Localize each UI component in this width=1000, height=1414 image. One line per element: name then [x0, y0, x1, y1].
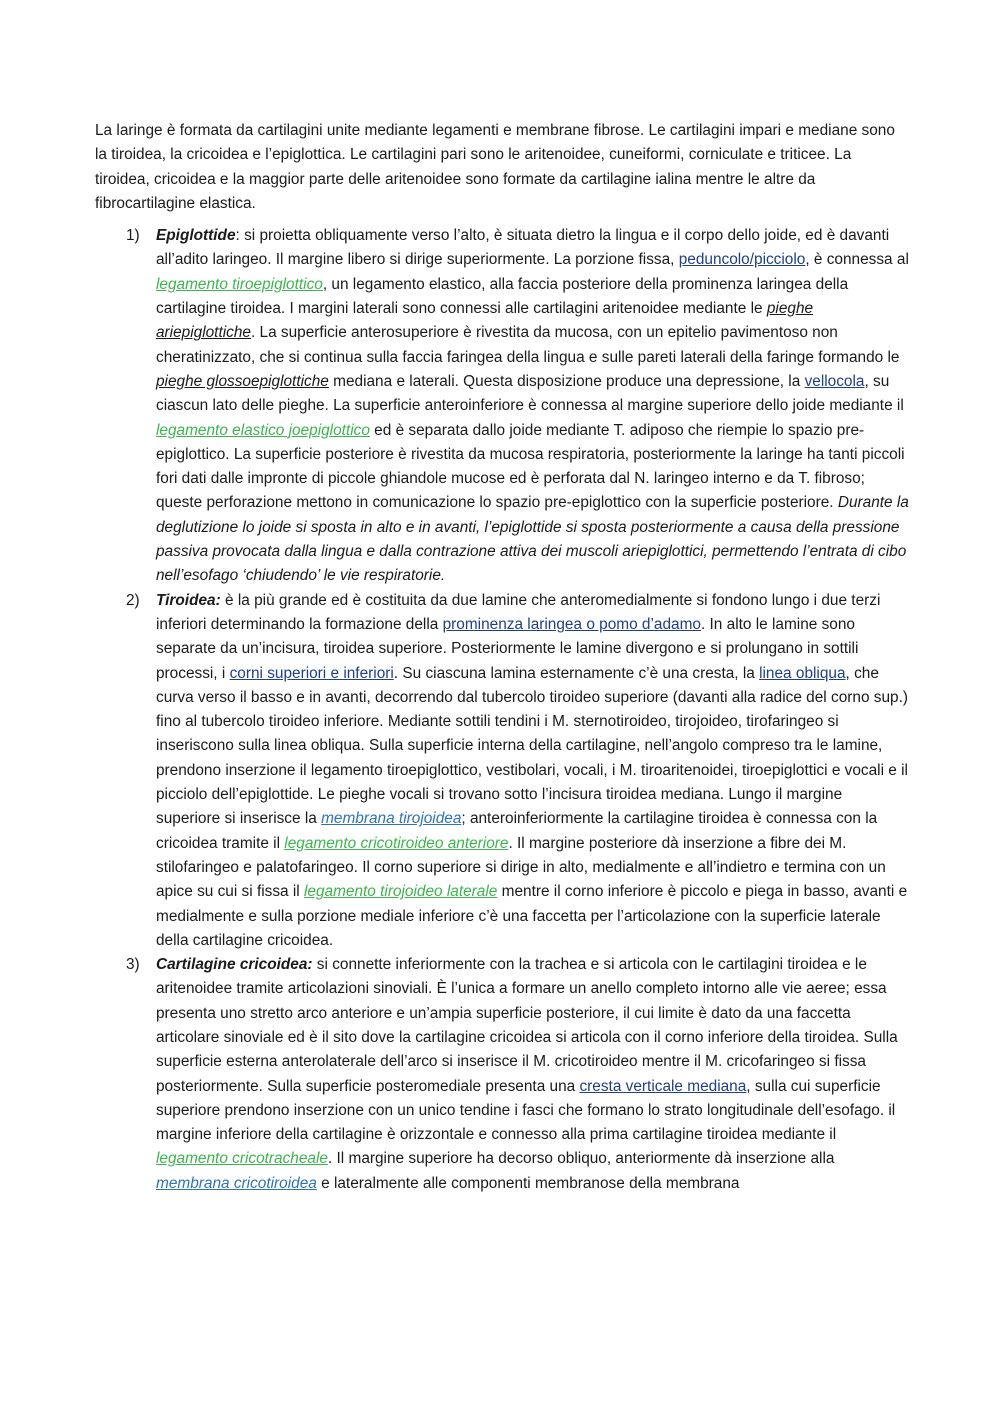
text-run: , sulla cui superficie superiore prendono inserzione con un unico tendine i fasci che formano lo strato longitudinale dell’esofago. il margine inferiore della cartilagine è orizzontale e connesso alla prima cartilagine tiroidea mediante il [156, 1077, 896, 1144]
glossary-link[interactable]: linea obliqua [759, 664, 846, 682]
text-run: e lateralmente alle componenti membranose della membrana [316, 1174, 740, 1192]
numbered-list [95, 224, 910, 1196]
intro-paragraph: La laringe è formata da cartilagini unite mediante legamenti e membrane fibrose. Le cartilagini impari e mediane sono la tiroidea, la cricoidea e l’epiglottica. Le cartilagini pari sono le aritenoidee, cuneiformi, corniculate e triticee. La tiroidea, cricoidea e la maggior parte delle aritenoidee sono formate da cartilagine ialina mentre le altre da fibrocartilagine elastica. [95, 122, 895, 212]
italic-text-run: Durante la deglutizione lo joide si sposta in alto e in avanti, l’epiglottide si sposta posteriormente a causa della pressione passiva provocata dalla lingua e dalla contrazione attiva dei muscoli ariepiglottici, permettendo l’entrata di cibo nell’esofago ‘chiudendo’ le vie respiratorie. [156, 494, 909, 585]
text-run: , un legamento elastico, alla faccia posteriore della prominenza laringea della cartilagine tiroidea. I margini laterali sono connessi alle cartilagini aritenoidee mediante le [156, 275, 849, 318]
text-run: ed è separata dallo joide mediante T. adiposo che riempie lo spazio pre-epiglottico. La superficie posteriore è rivestita da mucosa respiratoria, posteriormente la laringe ha tanti piccoli fori dati dalle impronte di piccole ghiandole mucose ed è perforata dal N. laringeo interno e da T. fibroso; queste perforazione mettono in comunicazione lo spazio pre-epiglottico con la superficie posteriore. [156, 421, 905, 512]
list-item [95, 953, 910, 1196]
glossary-link[interactable]: peduncolo/picciolo [678, 251, 806, 269]
text-run: . Il margine superiore ha decorso obliquo, anteriormente dà inserzione alla [327, 1150, 835, 1168]
text-run: è la più grande ed è costituita da due lamine che anteromedialmente si fondono lungo i due terzi inferiori determinando la formazione della [156, 591, 881, 633]
glossary-link[interactable]: membrana cricotiroidea [156, 1174, 317, 1192]
list-item-term: Cartilagine cricoidea: [156, 956, 313, 974]
list-item-number: 3) [126, 956, 140, 974]
text-run: , che curva verso il basso e in avanti, decorrendo dal tubercolo tiroideo superiore (davanti alla radice del corno sup.) fino al tubercolo tiroideo inferiore. Mediante sottili tendini i M. sternotiroideo, tirojoideo, tirofaringeo si inseriscono sulla linea obliqua. Sulla superficie interna della cartilagine, nell’angolo compreso tra le lamine, prendono inserzione il legamento tiroepiglottico, vestibolari, vocali, i M. tiroaritenoidei, tiroepiglottici e vocali e il picciolo dell’epiglottide. Le pieghe vocali si trovano sotto l’incisura tiroidea mediana. Lungo il margine superiore si inserisce la [156, 664, 908, 828]
glossary-link[interactable]: cresta verticale mediana [579, 1077, 747, 1095]
glossary-link[interactable]: legamento tirojoideo laterale [303, 883, 498, 901]
list-item [95, 589, 910, 953]
glossary-link[interactable]: corni superiori e inferiori [229, 664, 394, 682]
list-item [95, 224, 910, 588]
text-run: mentre il corno inferiore è piccolo e piega in basso, avanti e medialmente e sulla porzione mediale inferiore c’è una faccetta per l’articolazione con la superficie laterale della cartilagine cricoidea. [156, 883, 908, 949]
text-run: . Su ciascuna lamina esternamente c’è una cresta, la [393, 664, 760, 682]
list-item-term: Epiglottide [156, 227, 236, 245]
glossary-link[interactable]: prominenza laringea o pomo d’adamo [442, 615, 701, 633]
glossary-link[interactable]: legamento elastico joepiglottico [156, 421, 370, 439]
glossary-link[interactable]: legamento tiroepiglottico [156, 275, 323, 293]
text-run: . La superficie anterosuperiore è rivestita da mucosa, con un epitelio pavimentoso non cheratinizzato, che si continua sulla faccia faringea della lingua e sulle pareti laterali della faringe formando le [156, 324, 900, 366]
text-run: si connette inferiormente con la trachea e si articola con le cartilagini tiroidea e le aritenoidee tramite articolazioni sinoviali. È l’unica a formare un anello completo intorno alle vie aeree; essa presenta uno stretto arco anteriore e un’ampia superficie posteriore, il cui limite è dato da una faccetta articolare sinoviale ed è il sito dove la cartilagine cricoidea si articola con il corno inferiore della tiroidea. Sulla superficie esterna anterolaterale dell’arco si inserisce il M. cricotiroideo mentre il M. cricofaringeo si fissa posteriormente. Sulla superficie posteromediale presenta una [156, 956, 898, 1095]
glossary-link[interactable]: pieghe glossoepiglottiche [156, 372, 329, 390]
document-body [95, 119, 910, 1196]
glossary-link[interactable]: legamento cricotracheale [156, 1150, 328, 1168]
text-run: , è connessa al [805, 251, 909, 269]
list-item-number: 1) [126, 227, 140, 245]
glossary-link[interactable]: legamento cricotiroideo anteriore [284, 834, 509, 852]
list-item-number: 2) [126, 591, 140, 609]
text-run: mediana e laterali. Questa disposizione produce una depressione, la [328, 372, 805, 390]
text-run: . Il margine posteriore dà inserzione a fibre dei M. stilofaringeo e palatofaringeo. Il corno superiore si dirige in alto, medialmente e all’indietro e termina con un apice su cui si fissa il [156, 834, 886, 901]
glossary-link[interactable]: pieghe ariepiglottiche [156, 300, 814, 342]
text-run: . In alto le lamine sono separate da un’incisura, tiroidea superiore. Posteriormente le lamine divergono e si prolungano in sottili processi, i [156, 615, 859, 682]
text-run: : si proietta obliquamente verso l’alto, è situata dietro la lingua e il corpo dello joide, ed è davanti all’adito laringeo. Il margine libero si dirige superiormente. La porzione fissa, [156, 227, 890, 269]
glossary-link[interactable]: vellocola [804, 372, 865, 390]
list-item-term: Tiroidea: [156, 591, 221, 609]
text-run: ; anteroinferiormente la cartilagine tiroidea è connessa con la cricoidea tramite il [156, 810, 878, 852]
text-run: , su ciascun lato delle pieghe. La superficie anteroinferiore è connessa al margine superiore dello joide mediante il [156, 372, 904, 415]
glossary-link[interactable]: membrana tirojoidea [321, 810, 462, 828]
